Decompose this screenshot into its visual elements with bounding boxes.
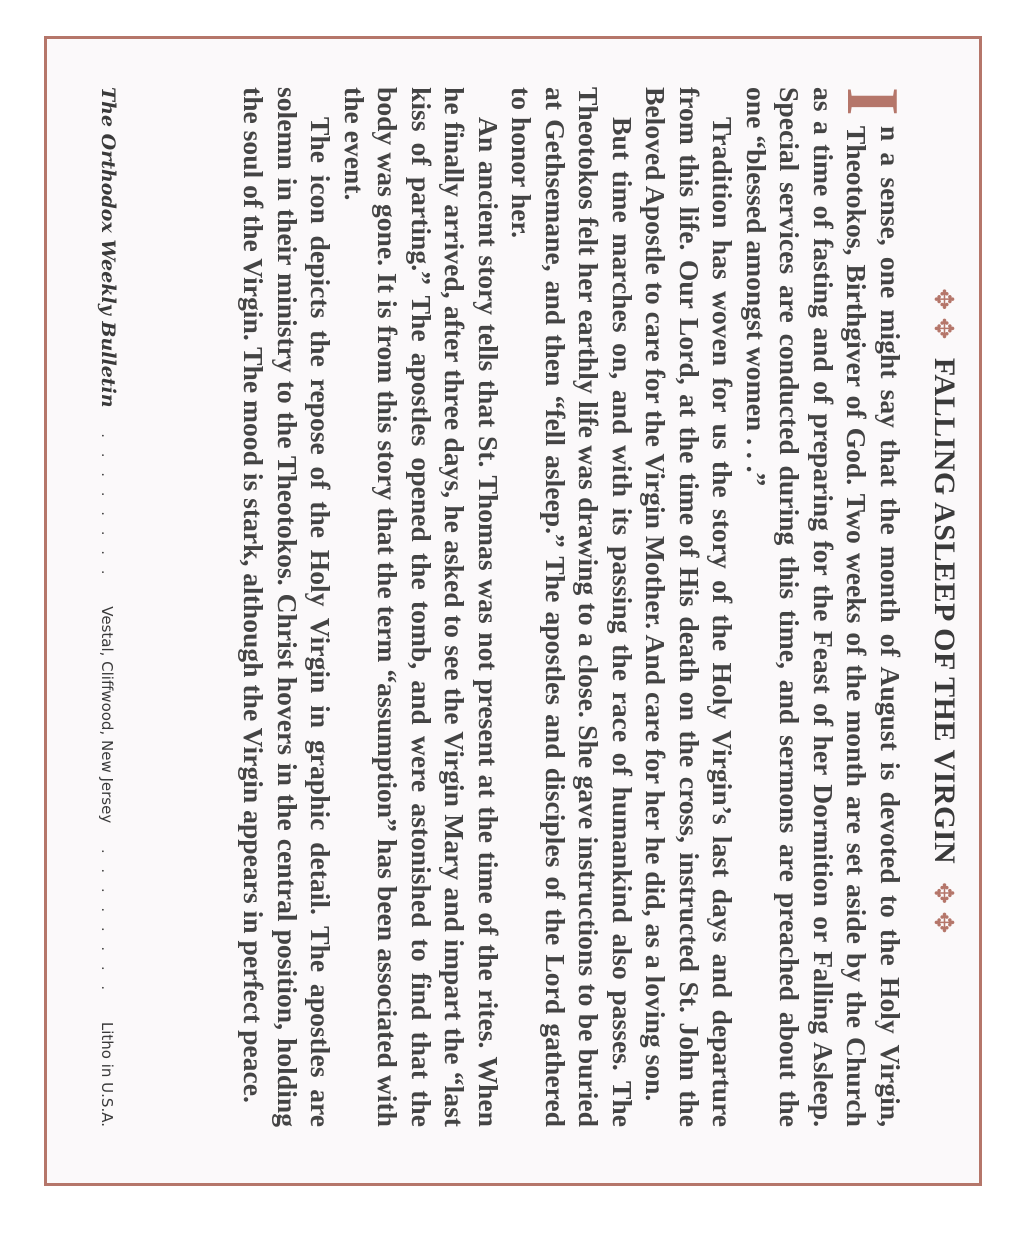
paragraph: I n a sense, one might say that the month of August is devoted to the Holy Virgin, Theotokos, Birthgiver of God. Two weeks of the month are set aside by the Church as a time of fasting and of preparing for the Feast of her Dormition or Falling Asleep. Special services are conducted during this time, and sermons are preached about the one “blessed amongst women . . .” (741, 87, 913, 1127)
leader-dots: . . . . . . . . (98, 433, 114, 581)
litho-note: Litho in U.S.A. (98, 1021, 116, 1127)
rotated-page (47, 39, 979, 1183)
title-text: FALLING ASLEEP OF THE VIRGIN (928, 357, 961, 865)
paragraph: The icon depicts the repose of the Holy Virgin in graphic detail. The apostles are solemn in their ministry to the Theotokos. Christ hovers in the central position, holding the soul of the Virgin. The mood is stark, although the Virgin appears in perfect peace. (238, 87, 337, 1127)
bulletin-frame (44, 36, 982, 1186)
drop-cap: I (831, 87, 913, 116)
article-title (927, 39, 961, 1183)
location: Vestal, Cliffwood, New Jersey (98, 606, 116, 824)
paragraph: But time marches on, and with its passing the race of humankind also passes. The Theotokos felt her earthly life was drawing to a close. She gave instructions to be buried at Gethsemane, and then “fell asleep.” The apostles and disciples of the Lord gathered to honor her. (506, 87, 638, 1127)
cross-ornament-icon: ✥ ✥ (929, 288, 958, 340)
leader-dots: . . . . . . . . (98, 849, 114, 996)
article-body (237, 87, 913, 1127)
footer (97, 87, 119, 1127)
publication-name: The Orthodox Weekly Bulletin (97, 87, 119, 408)
cross-ornament-icon: ✥ ✥ (929, 882, 958, 934)
paragraph: An ancient story tells that St. Thomas was not present at the time of the rites. When he finally arrived, after three days, he asked to see the Virgin Mary and impart the “last kiss of parting.” The apostles opened the tomb, and were astonished to find that the body was gone. It is from this story that the term “assumption” has been associated with the event. (339, 87, 504, 1127)
paragraph: Tradition has woven for us the story of the Holy Virgin’s last days and departure from this life. Our Lord, at the time of His death on the cross, instructed St. John the Beloved Apostle to care for the Virgin Mother. And care for her he did, as a loving son. (640, 87, 739, 1127)
